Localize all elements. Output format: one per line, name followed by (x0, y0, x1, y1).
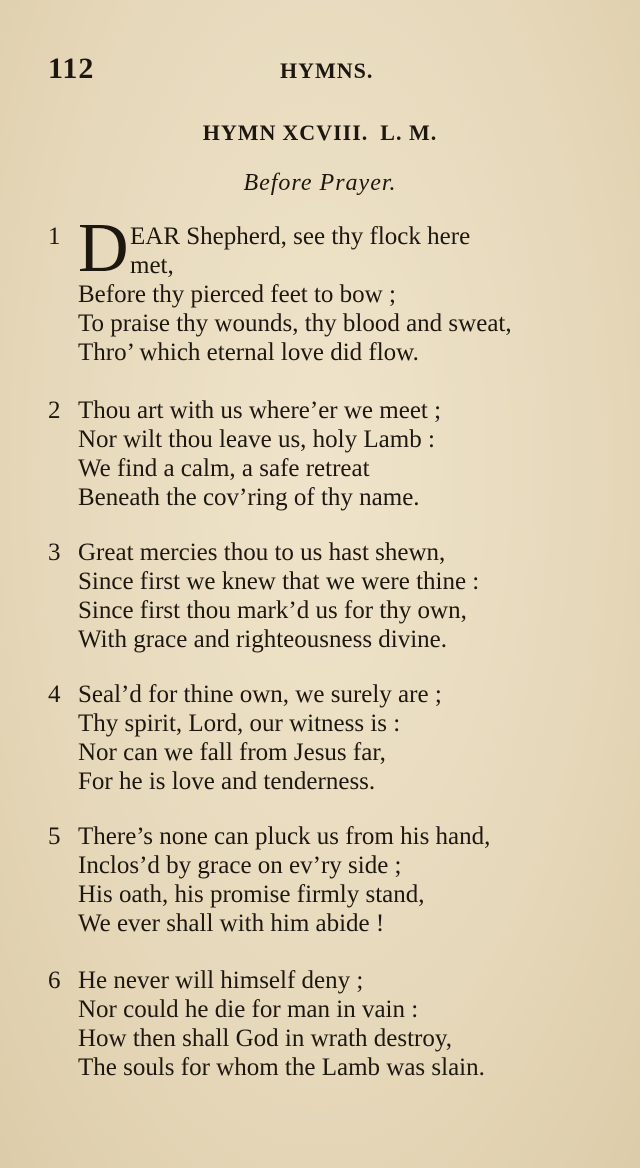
verse-line (48, 709, 628, 738)
verse-line-text: Nor wilt thou leave us, holy Lamb : (78, 426, 435, 453)
verse-line (48, 538, 628, 567)
verse-line (48, 567, 628, 596)
verse-line (48, 425, 628, 454)
verse-line-text: With grace and righteousness divine. (78, 626, 448, 653)
verse-3 (48, 538, 628, 654)
verse-line-text: Great mercies thou to us hast shewn, (78, 539, 446, 566)
verse-number: 3 (48, 539, 61, 566)
verse-1 (48, 210, 628, 367)
verse-line-text: Since first we knew that we were thine : (78, 568, 480, 595)
verse-number: 4 (48, 681, 61, 708)
verse-line-text: Thy spirit, Lord, our witness is : (78, 710, 401, 737)
verse-line-text: Thou art with us where’er we meet ; (78, 397, 442, 424)
verse-line-text: Beneath the cov’ring of thy name. (78, 484, 420, 511)
verse-line (48, 454, 628, 483)
verse-line-text: Before thy pierced feet to bow ; (78, 281, 396, 308)
verse-line-text: Nor can we fall from Jesus far, (78, 739, 386, 766)
verse-line-text: We find a calm, a safe retreat (78, 455, 370, 482)
verse-line (48, 966, 628, 995)
verse-line-text: Seal’d for thine own, we surely are ; (78, 681, 442, 708)
verse-2 (48, 396, 628, 512)
verse-number: 2 (48, 397, 61, 424)
verse-5 (48, 822, 628, 938)
drop-cap: D (78, 210, 129, 287)
hymn-label: HYMN (202, 120, 277, 145)
verse-line-text: He never will himself deny ; (78, 967, 364, 994)
verse-line-text: Nor could he die for man in vain : (78, 996, 419, 1023)
verse-line (48, 396, 628, 425)
running-title: HYMNS. (280, 58, 374, 83)
verse-line-text: Inclos’d by grace on ev’ry side ; (78, 852, 402, 879)
verse-line-text: met, (130, 252, 174, 279)
verse-line (48, 767, 628, 796)
verse-line-text: Thro’ which eternal love did flow. (78, 339, 419, 366)
verse-line (48, 880, 628, 909)
verse-number: 6 (48, 967, 61, 994)
verse-line (48, 851, 628, 880)
verse-6 (48, 966, 628, 1082)
page-number: 112 (48, 52, 95, 85)
verse-line (48, 738, 628, 767)
verse-number: 1 (48, 223, 61, 250)
verse-line (48, 596, 628, 625)
running-head (0, 52, 640, 88)
verse-line-text: EAR Shepherd, see thy flock here (130, 223, 471, 250)
verse-line-text: His oath, his promise firmly stand, (78, 881, 425, 908)
hymn-subtitle: Before Prayer. (243, 170, 397, 196)
verse-line (48, 280, 628, 309)
verse-line (48, 338, 628, 367)
verse-line (48, 483, 628, 512)
verse-line (48, 822, 628, 851)
hymn-meter: L. M. (380, 120, 438, 145)
verse-line (48, 909, 628, 938)
verse-line-text: There’s none can pluck us from his hand, (78, 823, 491, 850)
verse-line-text: We ever shall with him abide ! (78, 910, 385, 937)
verse-line (48, 625, 628, 654)
verse-number: 5 (48, 823, 61, 850)
verse-line-text: The souls for whom the Lamb was slain. (78, 1054, 485, 1081)
verse-4 (48, 680, 628, 796)
hymn-number: XCVIII. (282, 120, 369, 145)
verse-line-text: To praise thy wounds, thy blood and sweat, (78, 310, 512, 337)
verse-line-text: How then shall God in wrath destroy, (78, 1025, 453, 1052)
verse-line-text: Since first thou mark’d us for thy own, (78, 597, 467, 624)
verse-line (48, 251, 628, 280)
hymn-title (0, 120, 640, 146)
verse-line (48, 1024, 628, 1053)
verse-line (48, 309, 628, 338)
verse-line (48, 680, 628, 709)
verse-line (48, 995, 628, 1024)
verse-line-text: For he is love and tenderness. (78, 768, 376, 795)
verse-line (48, 1053, 628, 1082)
